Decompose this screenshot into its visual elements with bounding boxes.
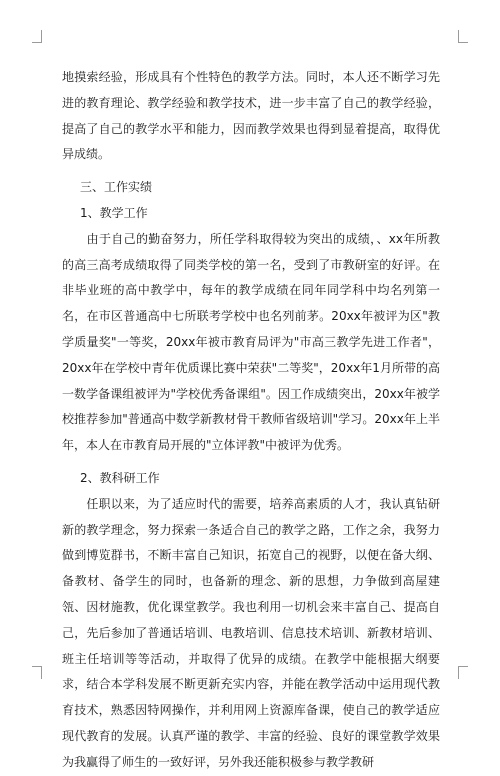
subheading-teaching-work: 1、教学工作 <box>80 205 148 220</box>
intro-paragraph: 地摸索经验，形成具有个性特色的教学方法。同时，本人还不断学习先进的教育理论、教学经验和教学技术，进一步丰富了自己的教学经验，提高了自己的教学水平和能力，因而教学效果也得到显着提高，取得优异成绩。 <box>62 70 440 162</box>
page-corner-mark-top-left <box>32 30 42 43</box>
document-page-body <box>62 65 440 776</box>
section-heading-work-achievements: 三、工作实绩 <box>80 180 153 195</box>
page-corner-mark-bottom-left <box>32 666 42 679</box>
subheading-research-work: 2、教科研工作 <box>80 470 160 485</box>
research-work-paragraph: 任职以来，为了适应时代的需要，培养高素质的人才，我认真钻研新的教学理念，努力探索一条适合自己的教学之路，工作之余，我努力做到博览群书，不断丰富自己知识，拓宽自己的视野，以便在备大纲、备教材、备学生的同时，也备新的理念、新的思想，力争做到高屋建瓴、因材施教，优化课堂教学。我也利用一切机会来丰富自己、提高自己，先后参加了普通话培训、电教培训、信息技术培训、新教材培训、班主任培训等等活动，并取得了优异的成绩。在教学中能根据大纲要求，结合本学科发展不断更新充实内容，并能在教学活动中运用现代教育技术，熟悉因特网操作，并利用网上资源库备课，使自己的教学适应现代教育的发展。认真严谨的教学、丰富的经验、良好的课堂教学效果为我赢得了师生的一致好评，另外我还能积极参与教学教研 <box>62 496 440 769</box>
teaching-work-paragraph: 由于自己的勤奋努力，所任学科取得较为突出的成绩，、xx年所教的高三高考成绩取得了同类学校的第一名，受到了市教研室的好评。在非毕业班的高中教学中，每年的教学成绩在同年同学科中均名列第一名，在市区普通高中七所联考学校中也名列前茅。20xx年被评为区"教学质量奖"一等奖，20xx年被市教育局评为"市高三教学先进工作者"，20xx年在学校中青年优质课比赛中荣获"二等奖"，20xx年1月所带的高一数学备课组被评为"学校优秀备课组"。因工作成绩突出，20xx年被学校推荐参加"普通高中数学新教材骨干教师省级培训"学习。20xx年上半年，本人在市教育局开展的"立体评教"中被评为优秀。 <box>62 231 440 453</box>
page-corner-mark-top-right <box>458 30 468 43</box>
page-corner-mark-bottom-right <box>458 666 468 679</box>
